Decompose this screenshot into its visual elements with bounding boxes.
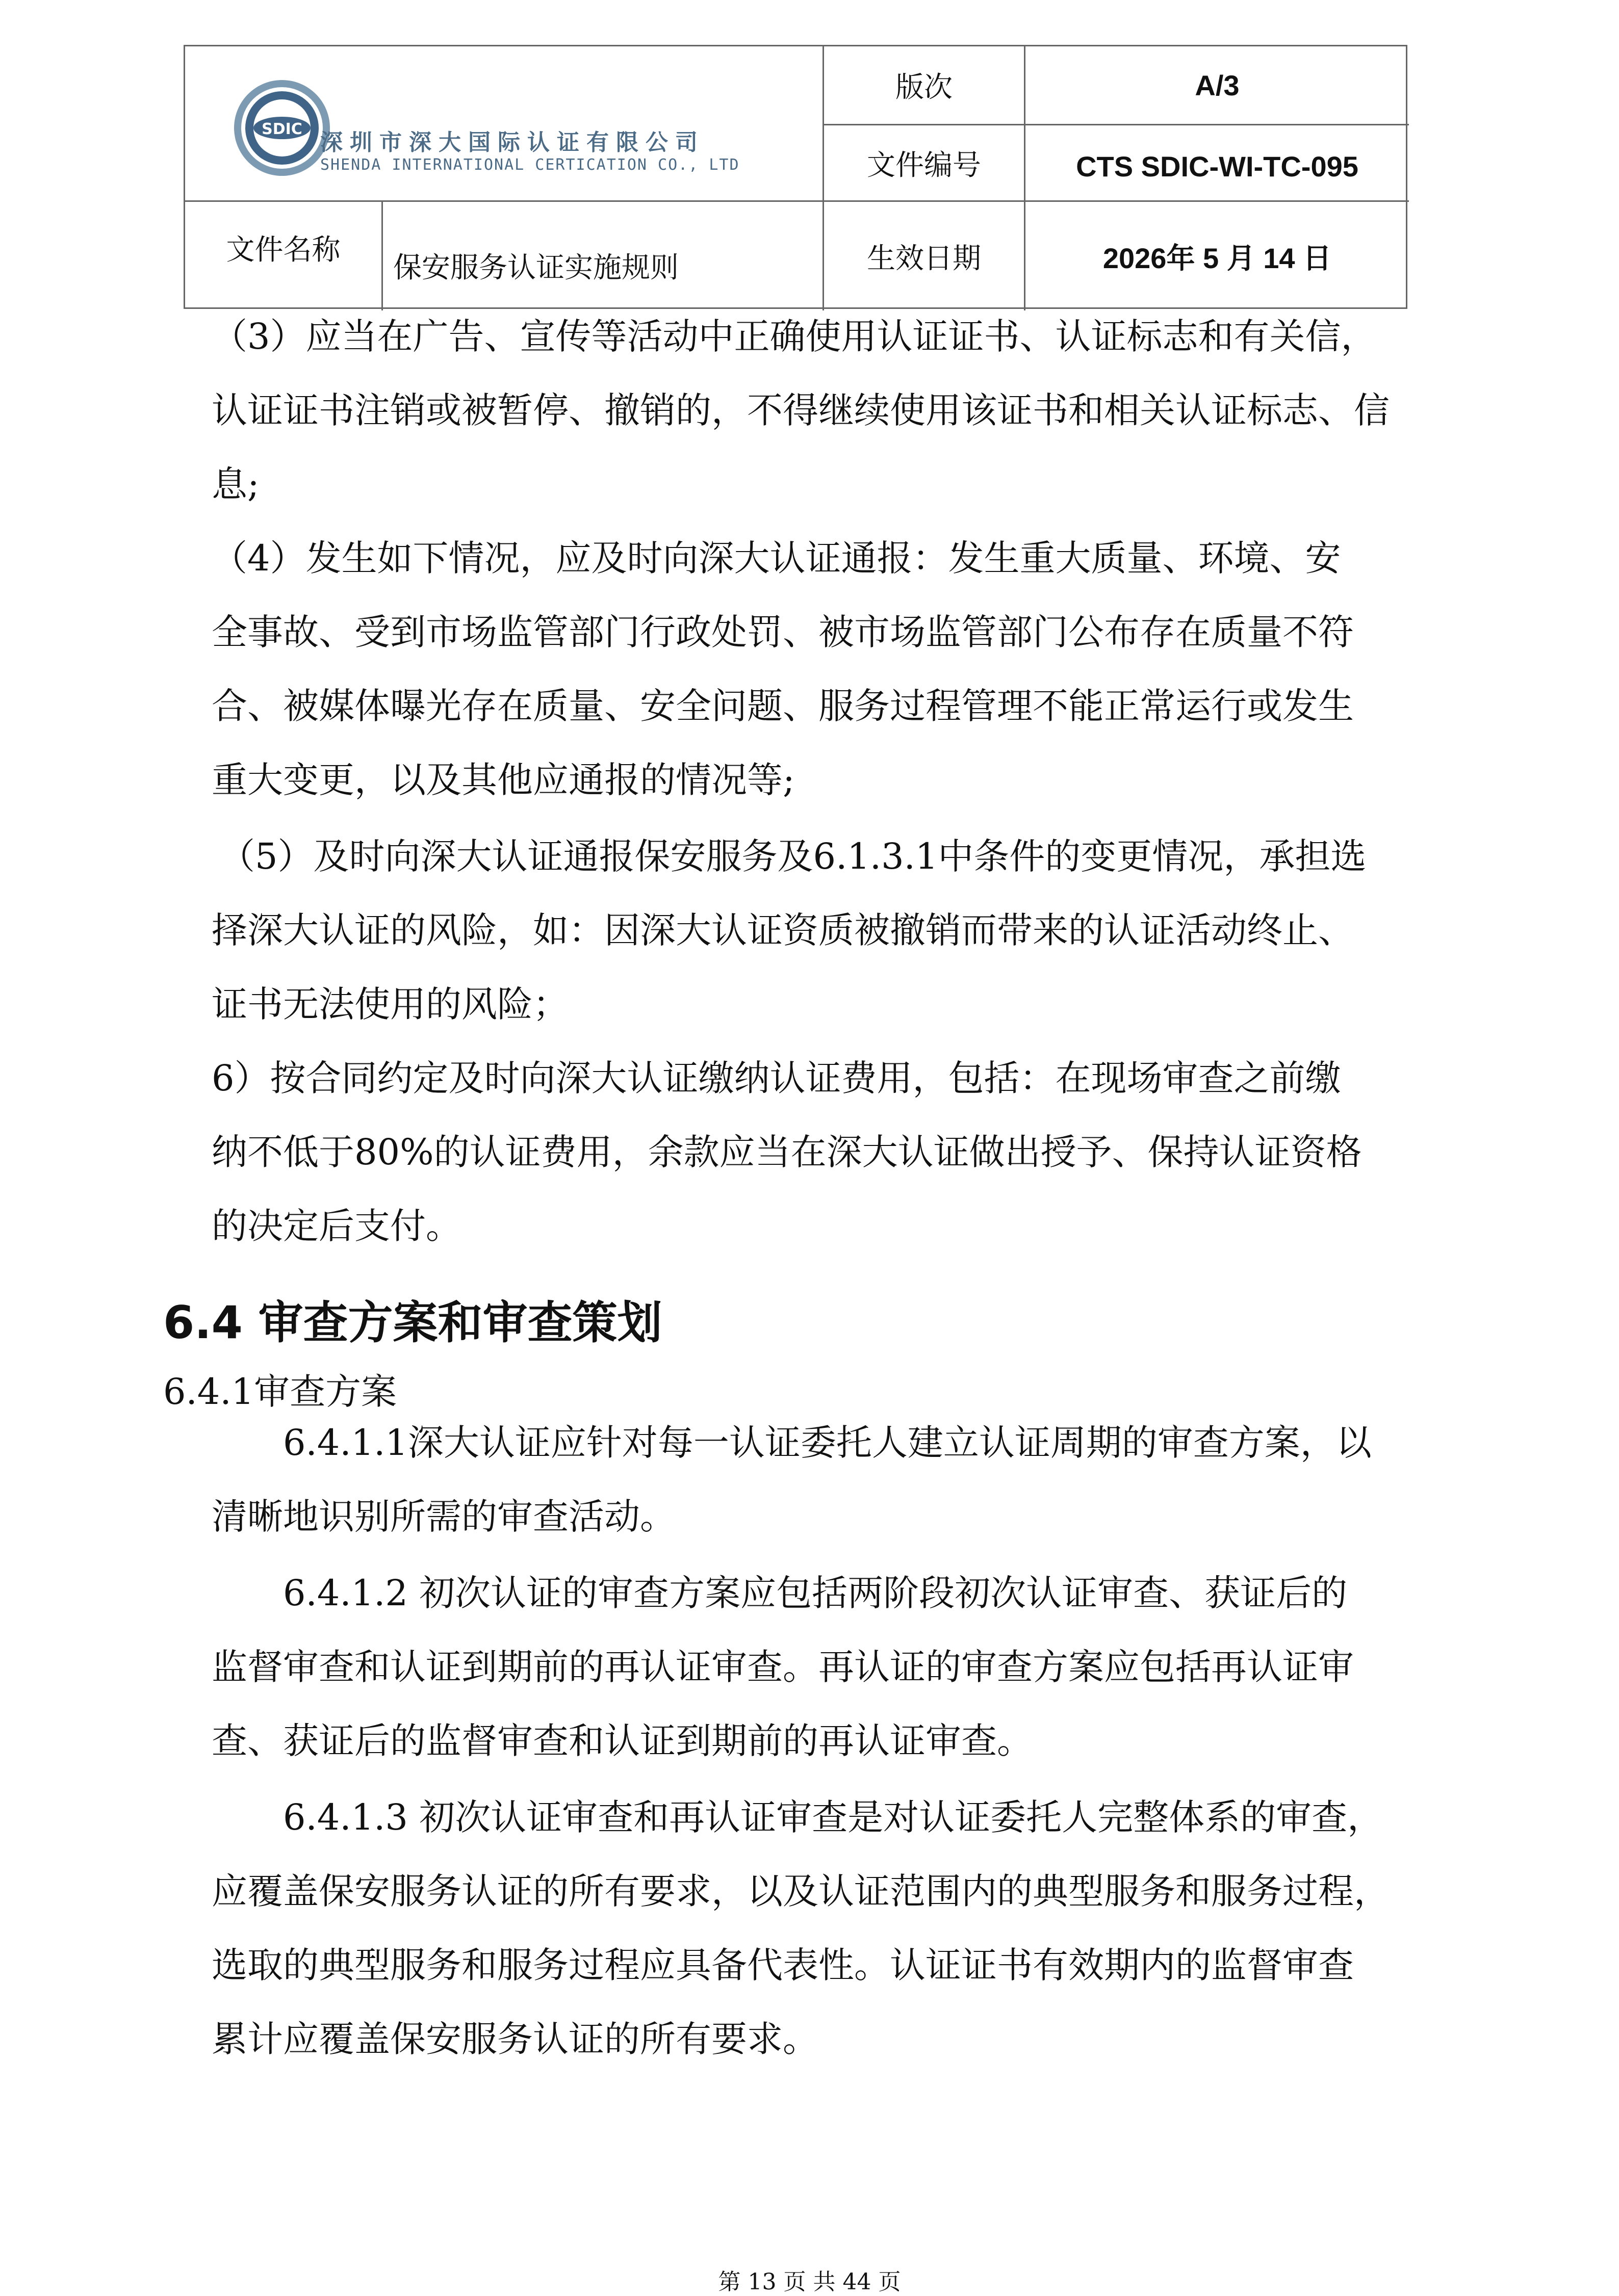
- doc-number-label: 文件编号: [867, 148, 981, 182]
- doc-name-label: 文件名称: [226, 233, 341, 267]
- body-line: 的决定后支付。: [212, 1205, 461, 1247]
- paragraph-line: 查、获证后的监督审查和认证到期前的再认证审查。: [212, 1720, 1033, 1762]
- company-name-cn: 深圳市深大国际认证有限公司: [320, 129, 705, 155]
- body-line: 纳不低于80%的认证费用，余款应当在深大认证做出授予、保持认证资格: [212, 1131, 1362, 1173]
- paragraph-line: 6.4.1.1深大认证应针对每一认证委托人建立认证周期的审查方案，以: [283, 1422, 1372, 1464]
- paragraph-line: 6.4.1.2 初次认证的审查方案应包括两阶段初次认证审查、获证后的: [283, 1572, 1348, 1614]
- body-line: （3）应当在广告、宣传等活动中正确使用认证证书、认证标志和有关信，: [212, 316, 1377, 357]
- version-label: 版次: [895, 71, 953, 104]
- company-name-en: SHENDA INTERNATIONAL CERTICATION CO., LTD: [320, 156, 740, 174]
- paragraph-line: 选取的典型服务和服务过程应具备代表性。认证证书有效期内的监督审查: [212, 1944, 1354, 1986]
- paragraph-line: 累计应覆盖保安服务认证的所有要求。: [212, 2018, 818, 2060]
- section-heading: 6.4 审查方案和审查策划: [163, 1296, 662, 1349]
- paragraph-line: 监督审查和认证到期前的再认证审查。再认证的审查方案应包括再认证审: [212, 1646, 1354, 1688]
- paragraph-line: 应覆盖保安服务认证的所有要求，以及认证范围内的典型服务和服务过程，: [212, 1870, 1390, 1912]
- body-line: （5）及时向深大认证通报保安服务及6.1.3.1中条件的变更情况，承担选: [219, 836, 1367, 877]
- effective-date-value: 2026年 5 月 14 日: [1102, 242, 1332, 274]
- body-line: 择深大认证的风险，如：因深大认证资质被撤销而带来的认证活动终止、: [212, 909, 1354, 951]
- effective-date-label: 生效日期: [867, 242, 981, 275]
- body-line: 合、被媒体曝光存在质量、安全问题、服务过程管理不能正常运行或发生: [212, 685, 1354, 727]
- document-header-table: [184, 45, 1407, 309]
- version-value: A/3: [1195, 69, 1240, 101]
- body-line: 认证证书注销或被暂停、撤销的，不得继续使用该证书和相关认证标志、信: [212, 389, 1390, 431]
- paragraph-line: 清晰地识别所需的审查活动。: [212, 1496, 676, 1537]
- body-line: （4）发生如下情况，应及时向深大认证通报：发生重大质量、环境、安: [212, 537, 1341, 579]
- logo-text: SDIC: [262, 120, 302, 138]
- body-line: 息;: [212, 463, 260, 505]
- paragraph-line: 6.4.1.3 初次认证审查和再认证审查是对认证委托人完整体系的审查，: [283, 1796, 1383, 1838]
- page-footer: 第 13 页 共 44 页: [718, 2269, 901, 2295]
- subsection-heading: 6.4.1审查方案: [163, 1371, 397, 1413]
- body-line: 全事故、受到市场监管部门行政处罚、被市场监管部门公布存在质量不符: [212, 611, 1354, 653]
- body-line: 6）按合同约定及时向深大认证缴纳认证费用，包括：在现场审查之前缴: [212, 1057, 1341, 1099]
- doc-number-value: CTS SDIC-WI-TC-095: [1076, 150, 1358, 182]
- sdic-seal-icon: [231, 77, 333, 179]
- doc-name-value: 保安服务认证实施规则: [393, 251, 679, 284]
- body-line: 证书无法使用的风险；: [212, 983, 569, 1025]
- body-line: 重大变更，以及其他应通报的情况等;: [212, 759, 795, 801]
